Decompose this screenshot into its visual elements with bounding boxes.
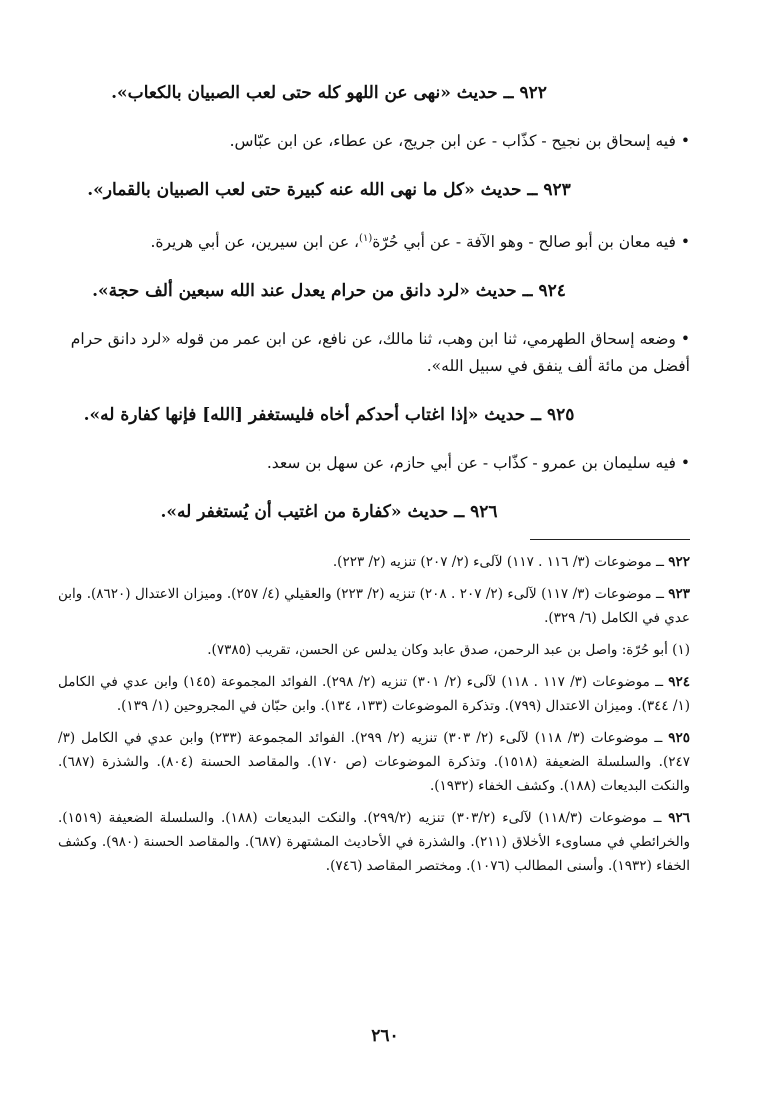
dash: ــ	[656, 554, 664, 571]
dash: ــ	[655, 586, 664, 603]
footnote-text: (١) أبو حُرّة: واصل بن عبد الرحمن، صدق عابد وكان يدلس عن الحسن، تقريب (٧٣٨٥).	[207, 642, 690, 659]
footnote-923	[58, 582, 690, 630]
entry-text: حديث «نهى عن اللهو كله حتى لعب الصبيان بالكعاب».	[111, 83, 498, 103]
footnote-text: موضوعات (٣/ ١١٧ . ١١٨) لآلىء (٢/ ٣٠١) تنزيه (٢/ ٢٩٨). الفوائد المجموعة (١٤٥) وابن عدي في الكامل (١/ ٣٤٤). وميزان الاعتدال (٧٩٩). وتذكرة الموضوعات (١٣٣، ١٣٤). وابن حبّان في المجروحين (١/ ١٣٩).	[58, 674, 690, 715]
footnote-926	[58, 806, 690, 878]
note-text: ، عن ابن سيرين، عن أبي هريرة.	[150, 233, 360, 252]
dash: ــ	[522, 281, 533, 302]
footnote-text: موضوعات (٣/ ١١٨) لآلىء (٢/ ٣٠٣) تنزيه (٢/ ٢٩٩). الفوائد المجموعة (٢٣٣) وابن عدي في الكامل (٣/ ٢٤٧). والسلسلة الضعيفة (١٥١٨). وتذكرة الموضوعات (ص ١٧٠). والمقاصد الحسنة (٨٠٤). والشذرة (٦٨٧). والنكت البديعات (١٨٨). وكشف الخفاء (١٩٣٢).	[58, 730, 691, 795]
entry-number: ٩٢٢	[519, 83, 547, 103]
entry-number: ٩٢٤	[538, 281, 566, 302]
hadith-entry-924	[58, 278, 690, 304]
entry-text: حديث «إذا اغتاب أحدكم أخاه فليستغفر [الله] فإنها كفارة له».	[83, 405, 526, 426]
entry-number: ٩٢٣	[543, 180, 571, 200]
footnote-925	[58, 726, 690, 798]
note-text: وضعه إسحاق الطهرمي، ثنا ابن وهب، ثنا مالك، عن نافع، عن ابن عمر من قوله «لرد دانق حرام أفضل من مائة ألف ينفق في سبيل الله».	[70, 330, 690, 376]
entry-text: حديث «كفارة من اغتيب أن يُستغفر له».	[160, 502, 449, 523]
entry-note	[58, 225, 690, 256]
note-text: فيه معان بن أبو صالح - وهو الآفة - عن أبي حُرّة	[372, 233, 676, 252]
hadith-entry-923	[58, 177, 690, 203]
note-text: فيه سليمان بن عمرو - كذّاب - عن أبي حازم، عن سهل بن سعد.	[266, 454, 676, 473]
page-number: ٢٦٠	[371, 1026, 399, 1046]
footnote-text: موضوعات (١١٨/٣) لآلىء (٣٠٣/٢) تنزيه (٢٩٩/٢). والنكت البديعات (١٨٨). والسلسلة الضعيفة (١٥١٩). والخرائطي في مساوىء الأخلاق (٢١١). والشذرة في الأحاديث المشتهرة (٦٨٧). والمقاصد الحسنة (٩٨٠). وكشف الخفاء (١٩٣٢). وأسنى المطالب (١٠٧٦). ومختصر المقاصد (٧٤٦).	[58, 810, 690, 875]
hadith-entry-922	[58, 80, 690, 106]
dash: ــ	[655, 674, 664, 691]
footnote-text: موضوعات (٣/ ١١٦ . ١١٧) لآلىء (٢/ ٢٠٧) تنزيه (٢/ ٢٢٣).	[332, 554, 652, 571]
footnote-number: ٩٢٦	[668, 810, 691, 827]
dash: ــ	[531, 405, 542, 426]
footnote-marker[interactable]: (١)	[359, 233, 373, 244]
footnote-text: موضوعات (٣/ ١١٧) لآلىء (٢/ ٢٠٧ . ٢٠٨) تنزيه (٢/ ٢٢٣) والعقيلي (٤/ ٢٥٧). وميزان الاعتدال (٨٦٢٠). وابن عدي في الكامل (٦/ ٣٢٩).	[58, 586, 690, 627]
bullet: •	[680, 233, 690, 252]
hadith-entry-925	[58, 402, 690, 428]
dash: ــ	[654, 730, 663, 747]
dash: ــ	[653, 810, 662, 827]
footnote-number: ٩٢٢	[668, 554, 690, 571]
hadith-entry-926	[58, 499, 690, 525]
note-text: فيه إسحاق بن نجيح - كذّاب - عن ابن جريج، عن عطاء، عن ابن عبّاس.	[229, 132, 676, 150]
bullet: •	[680, 132, 690, 150]
dash: ــ	[527, 180, 538, 200]
footnote-number: ٩٢٤	[668, 674, 690, 691]
footnote-separator	[530, 539, 690, 540]
footnote-number: ٩٢٥	[668, 730, 691, 747]
dash: ــ	[454, 502, 465, 523]
footnote-922	[58, 550, 690, 574]
bullet: •	[680, 330, 690, 349]
entry-number: ٩٢٦	[470, 502, 498, 523]
entry-note	[58, 326, 690, 380]
bullet: •	[680, 454, 690, 473]
page-body	[58, 80, 690, 886]
dash: ــ	[503, 83, 514, 103]
footnote-924	[58, 670, 690, 718]
entry-text: حديث «كل ما نهى الله عنه كبيرة حتى لعب الصبيان بالقمار».	[87, 180, 522, 200]
entry-text: حديث «لرد دانق من حرام يعدل عند الله سبعين ألف حجة».	[92, 281, 517, 302]
entry-note	[58, 128, 690, 155]
footnote-1	[58, 638, 690, 662]
entry-note	[58, 450, 690, 477]
footnote-number: ٩٢٣	[668, 586, 691, 603]
entry-number: ٩٢٥	[546, 405, 575, 426]
